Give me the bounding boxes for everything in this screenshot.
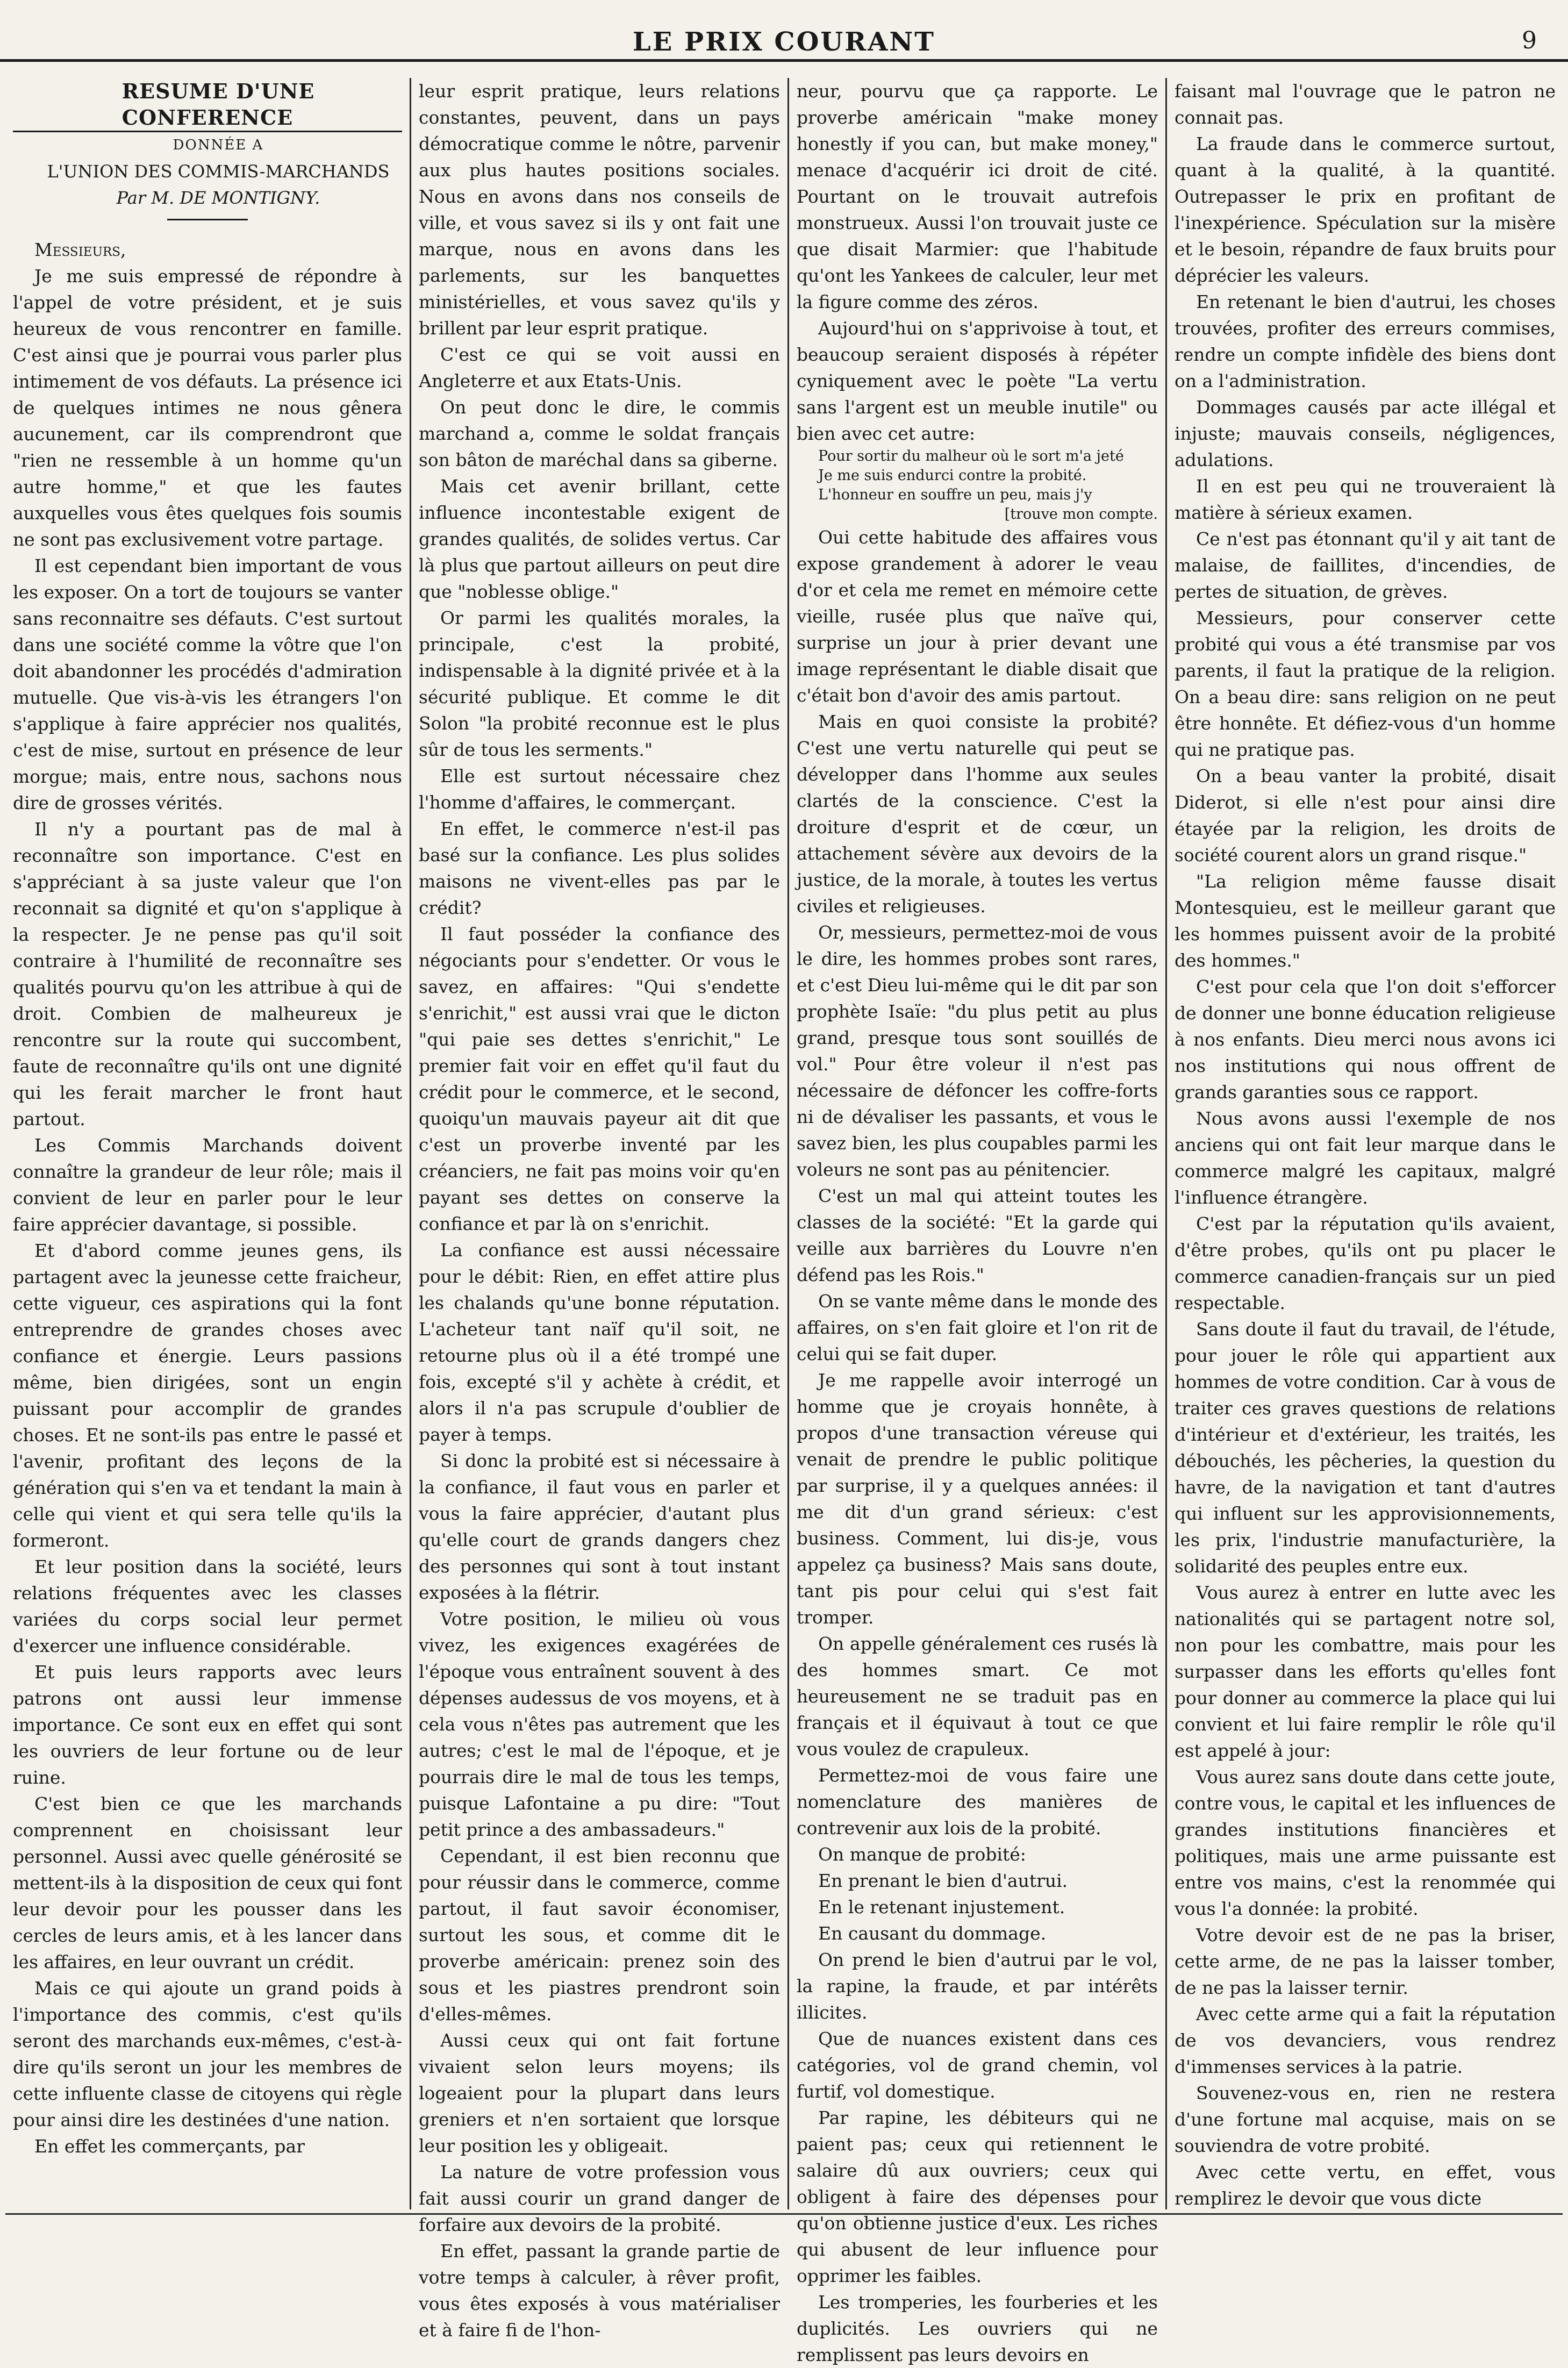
list-item: En causant du dommage. [818,1923,1047,1944]
paragraph: On peut donc le dire, le commis marchand a, comme le soldat français son bâton de maréchal dans sa giberne. [419,397,780,470]
paragraph: Il n'y a pourtant pas de mal à reconnaître son importance. C'est en s'appréciant à sa juste valeur que l'on reconnait sa dignité et qu'on s'applique à la respecter. Je ne pense pas qu'il soit contraire à l'humilité de reconnaître ses qualités pourvu qu'on les attribue à qui de droit. Combien de malheureux je rencontre sur la route qui succombent, faute de reconnaître qu'ils ont une dignité qui les ferait marcher le front haut partout. [13,819,402,1129]
paragraph: On se vante même dans le monde des affaires, on s'en fait gloire et l'on rit de celui qui se fait duper. [797,1291,1158,1364]
paragraph: C'est bien ce que les marchands comprennent en choisissant leur personnel. Aussi avec quelle générosité se mettent-ils à la disposition de ceux qui font leur devoir pour les pousser dans les cercles de leurs amis, et à les lancer dans les affaires, en leur ouvrant un crédit. [13,1793,403,1972]
list-item: En le retenant injustement. [818,1897,1065,1918]
paragraph: On a beau vanter la probité, disait Diderot, si elle n'est pour ainsi dire étayée par la religion, les droits de société courent alors un grand risque." [1175,766,1556,865]
paragraph: Je me suis empressé de répondre à l'appel de votre président, et je suis heureux de vous rencontrer en famille. C'est ainsi que je pourrai vous parler plus intimement de vos défauts. La présence ici de quelques intimes ne nous gênera aucunement, car ils comprendront que "rien ne ressemble à un homme qu'un autre homme," et que les fautes auxquelles vous êtes quelques fois soumis ne sont pas exclusivement votre partage. [13,266,402,550]
column-4 [1165,78,1563,2209]
paragraph: Ce n'est pas étonnant qu'il y ait tant de malaise, de faillites, d'incendies, de pertes de situation, de grèves. [1175,528,1556,602]
masthead [0,11,1568,62]
article-subtitle: DONNÉE A [173,137,264,153]
verse-line: Pour sortir du malheur où le sort m'a jeté [818,448,1124,464]
paragraph: Cependant, il est bien reconnu que pour réussir dans le commerce, comme partout, il faut savoir économiser, surtout les sous, et comme dit le proverbe américain: prenez soin des sous et les piastres prendront soin d'elles-mêmes. [419,1845,780,2024]
paragraph: La confiance est aussi nécessaire pour le débit: Rien, en effet attire plus les chalands qu'une bonne réputation. L'acheteur tant naïf qu'il soit, ne retourne plus où il a été trompé une fois, excepté s'il y achète à crédit, et alors il n'a pas scrupule d'oublier de payer à temps. [419,1240,780,1445]
paragraph: C'est par la réputation qu'ils avaient, d'être probes, qu'ils ont pu placer le commerce canadien-français sur un pied respectable. [1175,1213,1556,1313]
paragraph: Et leur position dans la société, leurs relations fréquentes avec les classes variées du corps social leur permet d'exercer une influence considérable. [13,1556,402,1656]
column-2 [410,78,787,2341]
paragraph: Aujourd'hui on s'apprivoise à tout, et beaucoup seraient disposés à répéter cyniquement avec le poète "La vertu sans l'argent est un meuble inutile" ou bien avec cet autre: [797,318,1158,444]
paragraph: En retenant le bien d'autrui, les choses trouvées, profiter des erreurs commises, rendre un compte infidèle des biens dont on a l'administration. [1175,291,1556,391]
paragraph: Et puis leurs rapports avec leurs patrons ont aussi leur immense importance. Ce sont eux en effet qui sont les ouvriers de leur fortune ou de leur ruine. [13,1662,402,1788]
paragraph: C'est un mal qui atteint toutes les classes de la société: "Et la garde qui veille aux barrières du Louvre n'en défend pas les Rois." [797,1185,1158,1285]
paragraph: En effet, passant la grande partie de votre temps à calculer, à rêver profit, vous êtes exposés à vous matérialiser et à faire fi de l'hon- [419,2241,780,2341]
verse-line: [trouve mon compte. [1004,506,1158,523]
paragraph: Par rapine, les débiteurs qui ne paient pas; ceux qui retiennent le salaire dû aux ouvriers; ceux qui obligent à faire des dépenses pour qu'on obtienne justice d'eux. Les riches qui abusent de leur influence pour opprimer les faibles. [797,2107,1158,2286]
paragraph: Vous aurez à entrer en lutte avec les nationalités qui se partagent notre sol, non pour les combattre, mais pour les surpasser dans les efforts qu'elles font pour donner au commerce la place qui lui convient et lui faire remplir le rôle qu'il est appelé à jour: [1175,1582,1556,1761]
paragraph: Messieurs, pour conserver cette probité qui vous a été transmise par vos parents, il faut la pratique de la religion. On a beau dire: sans religion on ne peut être honnête. Et défiez-vous d'un homme qui ne pratique pas. [1175,607,1556,760]
paragraph: Mais en quoi consiste la probité? C'est une vertu naturelle qui peut se développer dans l'homme aux seules clartés de la conscience. C'est la droiture d'esprit et de cœur, un attachement sévère aux devoirs de la justice, de la morale, à toutes les vertus civiles et religieuses. [797,711,1158,917]
paragraph: neur, pourvu que ça rapporte. Le proverbe américain "make money honestly if you can, but make money," menace d'acquérir ici droit de cité. Pourtant on le trouvait autrefois monstrueux. Aussi l'on trouvait juste ce que disait Marmier: que l'habitude qu'ont les Yankees de calculer, leur met la figure comme des zéros. [797,81,1158,312]
paragraph: Les tromperies, les fourberies et les duplicités. Les ouvriers qui ne remplissent pas leurs devoirs en [797,2292,1158,2365]
paragraph: Avec cette arme qui a fait la réputation de vos devanciers, vous rendrez d'immenses services à la patrie. [1175,2004,1556,2077]
paragraph: Elle est surtout nécessaire chez l'homme d'affaires, le commerçant. [419,766,780,813]
paragraph: Avec cette vertu, en effet, vous remplirez le devoir que vous dicte [1175,2162,1556,2209]
masthead-title: LE PRIX COURANT [632,27,936,57]
paragraph: Mais cet avenir brillant, cette influence incontestable exigent de grandes qualités, de solides vertus. Car là plus que partout ailleurs on peut dire que "noblesse oblige." [419,476,780,602]
column-1 [5,78,410,2209]
verse-line: L'honneur en souffre un peu, mais j'y [818,487,1092,503]
columns-container [5,78,1563,2365]
paragraph: Souvenez-vous en, rien ne restera d'une fortune mal acquise, mais on se souviendra de votre probité. [1175,2083,1556,2156]
paragraph: leur esprit pratique, leurs relations constantes, peuvent, dans un pays démocratique comme le nôtre, parvenir aux plus hautes positions sociales. Nous en avons dans nos conseils de ville, et vous savez si ils y ont fait une marque, nous en avons dans les parlements, sur les banquettes ministérielles, et vous savez qu'ils y brillent par leur esprit pratique. [419,81,780,339]
paragraph: Je me rappelle avoir interrogé un homme que je croyais honnête, à propos d'une transaction véreuse qui venait de prendre le public politique par surprise, il y a quelques années: il me dit d'un grand sérieux: c'est business. Comment, lui dis-je, vous appelez ça business? Mais sans doute, tant pis pour celui qui s'est fait tromper. [797,1370,1158,1628]
paragraph: Les Commis Marchands doivent connaître la grandeur de leur rôle; mais il convient de leur en parler pour le leur faire apprécier davantage, si possible. [13,1135,402,1235]
paragraph: Il est cependant bien important de vous les exposer. On a tort de toujours se vanter sans reconnaitre ses défauts. C'est surtout dans une société comme la vôtre que l'on doit abandonner les procédés d'admiration mutuelle. Que vis-à-vis les étrangers l'on s'applique à faire apprécier nos qualités, c'est de mise, surtout en présence de leur morgue; mais, entre nous, sachons nous dire de grosses vérités. [13,555,402,813]
paragraph: Votre position, le milieu où vous vivez, les exigences exagérées de l'époque vous entraînent souvent à des dépenses audessus de vos moyens, et à cela vous n'êtes pas autrement que les autres; c'est le mal de l'époque, et je pourrais dire le mal de tous les temps, puisque Lafontaine a pu dire: "Tout petit prince a des ambassadeurs." [419,1608,780,1840]
list-item: On manque de probité: [818,1844,1026,1865]
paragraph: Il faut posséder la confiance des négociants pour s'endetter. Or vous le savez, en affaires: "Qui s'endette s'enrichit," est aussi vrai que le dicton "qui paie ses dettes s'enrichit," Le premier fait voir en effet qu'il faut du crédit pour le commerce, et le second, quoiqu'un mauvais payeur ait dit que c'est un proverbe inventé par les créanciers, ne fait pas moins voir qu'en payant ses dettes on conserve la confiance et par là on s'enrichit. [419,924,780,1234]
paragraph: faisant mal l'ouvrage que le patron ne connait pas. [1175,81,1556,128]
article-author: Par M. DE MONTIGNY. [116,188,320,208]
verse-line: Je me suis endurci contre la probité. [818,467,1087,484]
paragraph: Oui cette habitude des affaires vous expose grandement à adorer le veau d'or et cela me remet en mémoire cette vieille, rusée plus que naïve qui, surprise un jour à prier devant une image représentant le diable disait que c'était bon d'avoir des amis partout. [797,527,1158,706]
paragraph: Or parmi les qualités morales, la principale, c'est la probité, indispensable à la dignité privée et à la sécurité publique. Et comme le dit Solon "la probité reconnue est le plus sûr de tous les serments." [419,607,780,760]
article-subtitle-2: L'UNION DES COMMIS-MARCHANDS [47,161,390,182]
paragraph: C'est pour cela que l'on doit s'efforcer de donner une bonne éducation religieuse à nos enfants. Dieu merci nous avons ici nos institutions qui nous offrent de grands garanties sous ce rapport. [1175,976,1556,1103]
bottom-rule [5,2213,1563,2215]
paragraph: Aussi ceux qui ont fait fortune vivaient selon leurs moyens; ils logeaient pour la plupart dans leurs greniers et n'en sortaient que lorsque leur position les y obligeait. [419,2030,780,2156]
paragraph: On appelle généralement ces rusés là des hommes smart. Ce mot heureusement ne se traduit pas en français et il équivaut à tout ce que vous voulez de crapuleux. [797,1633,1158,1759]
paragraph: On prend le bien d'autrui par le vol, la rapine, la fraude, et par intérêts illicites. [797,1949,1158,2023]
article-title: RESUME D'UNE CONFERENCE [13,78,402,132]
paragraph: En effet les commerçants, par [34,2136,305,2157]
paragraph: En effet, le commerce n'est-il pas basé sur la confiance. Les plus solides maisons ne vivent-elles pas par le crédit? [419,818,780,918]
page-number: 9 [1522,27,1538,54]
paragraph: La fraude dans le commerce surtout, quant à la qualité, à la quantité. Outrepasser le prix en profitant de l'inexpérience. Spéculation sur la misère et le besoin, répandre de faux bruits pour déprécier les valeurs. [1175,133,1556,286]
paragraph: Que de nuances existent dans ces catégories, vol de grand chemin, vol furtif, vol domestique. [797,2028,1158,2102]
paragraph: Si donc la probité est si nécessaire à la confiance, il faut vous en parler et vous la faire apprécier, d'autant plus qu'elle court de grands dangers chez des personnes qui sont à tout instant exposées à la flétrir. [419,1450,780,1603]
paragraph: Vous aurez sans doute dans cette joute, contre vous, le capital et les influences de grandes institutions financières et politiques, mais une arme puissante est entre vos mains, c'est la renommée qui vous l'a donnée: la probité. [1175,1766,1556,1919]
list-item: En prenant le bien d'autrui. [818,1870,1068,1891]
paragraph: Votre devoir est de ne pas la briser, cette arme, de ne pas la laisser tomber, de ne pas la laisser ternir. [1175,1925,1556,1998]
paragraph: C'est ce qui se voit aussi en Angleterre et aux Etats-Unis. [419,344,780,391]
paragraph: Dommages causés par acte illégal et injuste; mauvais conseils, négligences, adulations. [1175,397,1556,470]
paragraph: Nous avons aussi l'exemple de nos anciens qui ont fait leur marque dans le commerce malgré les capitaux, malgré l'influence étrangère. [1175,1108,1556,1208]
paragraph: La nature de votre profession vous fait aussi courir un grand danger de forfaire aux devoirs de la probité. [419,2162,780,2235]
paragraph: Et d'abord comme jeunes gens, ils partagent avec la jeunesse cette fraicheur, cette vigueur, ces aspirations qui la font entreprendre de grandes choses avec confiance et énergie. Leurs passions même, bien dirigées, sont un engin puissant pour accomplir de grandes choses. Et ne sont-ils pas entre le passé et l'avenir, profitant des leçons de la génération qui s'en va et tendant la main à celle qui vient et qui sera telle qu'ils la formeront. [13,1240,402,1551]
paragraph: Or, messieurs, permettez-moi de vous le dire, les hommes probes sont rares, et c'est Dieu lui-même qui le dit par son prophète Isaïe: "du plus petit au plus grand, presque tous sont souillés de vol." Pour être voleur il n'est pas nécessaire de défoncer les coffre-forts ni de dévaliser les passants, et vous le savez bien, les plus coupables parmi les voleurs ne sont pas au pénitencier. [797,922,1158,1180]
paragraph: Il en est peu qui ne trouveraient là matière à sérieux examen. [1175,476,1556,523]
paragraph: Permettez-moi de vous faire une nomenclature des manières de contrevenir aux lois de la probité. [797,1765,1158,1838]
paragraph: Sans doute il faut du travail, de l'étude, pour jouer le rôle qui appartient aux hommes de votre condition. Car à vous de traiter ces graves questions de relations d'intérieur et d'extérieur, les traités, les débouchés, les pêcheries, la question du havre, de la navigation et tant d'autres qui influent sur les approvisionnements, les prix, l'industrie manufacturière, la solidarité des peuples entre eux. [1175,1319,1556,1577]
column-3 [787,78,1165,2365]
paragraph: Mais ce qui ajoute un grand poids à l'importance des commis, c'est qu'ils seront des marchands eux-mêmes, c'est-à-dire qu'ils seront un jour les membres de cette influente classe de citoyens qui règle pour ainsi dire les destinées d'une nation. [13,1978,402,2130]
paragraph: "La religion même fausse disait Montesquieu, est le meilleur garant que les hommes puissent avoir de la probité des hommes." [1175,871,1556,971]
divider [167,219,248,220]
salutation: Messieurs, [34,239,126,260]
